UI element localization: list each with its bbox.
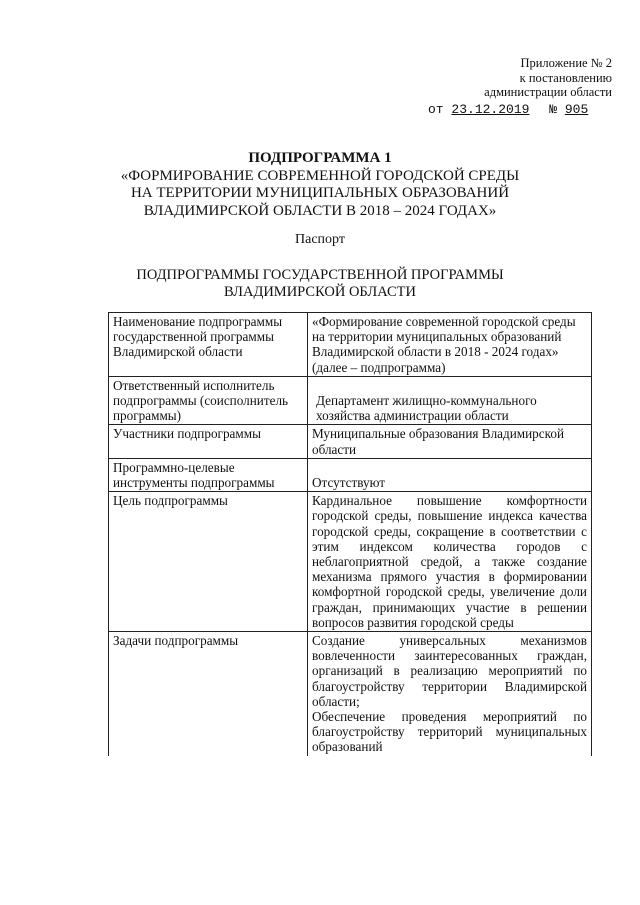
table-label-cell: Участники подпрограммы bbox=[109, 425, 308, 458]
table-label-cell: Наименование подпрограммы государственной программы Владимирской области bbox=[109, 313, 308, 377]
table-label-cell: Ответственный исполнитель подпрограммы (соисполнитель программы) bbox=[109, 376, 308, 425]
document-title bbox=[0, 150, 640, 220]
title-line: НА ТЕРРИТОРИИ МУНИЦИПАЛЬНЫХ ОБРАЗОВАНИЙ bbox=[130, 185, 510, 201]
table-row bbox=[109, 376, 592, 425]
table-row bbox=[109, 492, 592, 632]
decree-line bbox=[428, 102, 588, 117]
task-item: Создание универсальных механизмов вовлеченности заинтересованных граждан, организаций в реализацию мероприятий по благоустройству территории Владимирской области; bbox=[312, 633, 587, 709]
annex-line: администрации области bbox=[484, 85, 612, 99]
table-label-cell: Цель подпрограммы bbox=[109, 492, 308, 632]
table-row bbox=[109, 458, 592, 491]
subtitle-line: ПОДПРОГРАММЫ ГОСУДАРСТВЕННОЙ ПРОГРАММЫ bbox=[136, 267, 504, 283]
table-value-cell: «Формирование современной городской среды на территории муниципальных образований Владимирской области в 2018 - 2024 годах» (далее – подпрограмма) bbox=[308, 313, 592, 377]
passport-heading: Паспорт bbox=[295, 232, 345, 247]
table-value-cell bbox=[308, 632, 592, 756]
decree-number: 905 bbox=[564, 102, 589, 117]
subtitle-line: ВЛАДИМИРСКОЙ ОБЛАСТИ bbox=[224, 284, 416, 300]
task-item: Обеспечение проведения мероприятий по благоустройству территорий муниципальных образований bbox=[312, 709, 587, 755]
decree-number-sign: № bbox=[549, 102, 558, 117]
title-line: ПОДПРОГРАММА 1 bbox=[248, 150, 392, 166]
decree-from: от bbox=[428, 102, 444, 117]
table-value-cell: Отсутствуют bbox=[308, 458, 592, 491]
decree-date: 23.12.2019 bbox=[451, 102, 530, 117]
annex-line: Приложение № 2 bbox=[520, 56, 612, 70]
annex-block bbox=[484, 56, 612, 100]
table-row bbox=[109, 313, 592, 377]
table-label-cell: Задачи подпрограммы bbox=[109, 632, 308, 756]
document-subtitle bbox=[0, 267, 640, 301]
table-value-cell: Департамент жилищно-коммунального хозяйства администрации области bbox=[308, 376, 592, 425]
annex-line: к постановлению bbox=[519, 70, 612, 85]
table-value-cell: Муниципальные образования Владимирской области bbox=[308, 425, 592, 458]
table-row bbox=[109, 425, 592, 458]
table-label-cell: Программно-целевые инструменты подпрограммы bbox=[109, 458, 308, 491]
table-value-cell: Кардинальное повышение комфортности городской среды, повышение индекса качества городской среды, сокращение в соответствии с этим индексом количества городов с неблагоприятной средой, а также создание механизма прямого участия в формировании комфортной городской среды, увеличение доли граждан, принимающих участие в решении вопросов развития городской среды bbox=[308, 492, 592, 632]
title-line: ВЛАДИМИРСКОЙ ОБЛАСТИ В 2018 – 2024 ГОДАХ» bbox=[143, 202, 497, 219]
title-line: «ФОРМИРОВАНИЕ СОВРЕМЕННОЙ ГОРОДСКОЙ СРЕДЫ bbox=[120, 167, 520, 184]
passport-table bbox=[108, 312, 592, 756]
table-row bbox=[109, 632, 592, 756]
